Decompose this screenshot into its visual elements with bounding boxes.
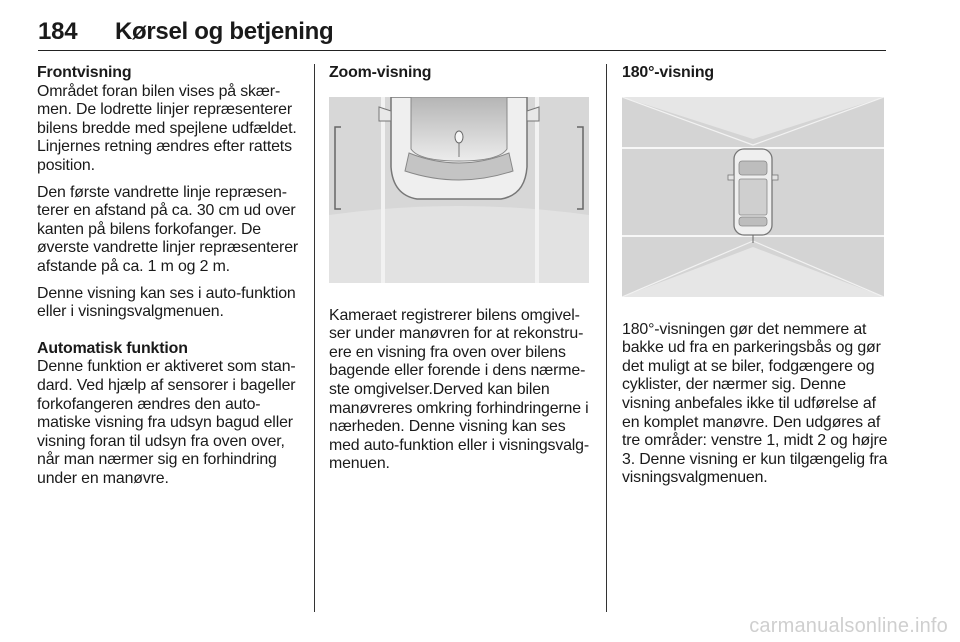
column-divider-2 xyxy=(606,64,607,612)
column-zoom-view xyxy=(329,64,591,482)
column-180-view xyxy=(622,64,888,496)
heading-automatic-function: Automatisk funktion xyxy=(37,339,188,357)
heading-zoom-view: Zoom-visning xyxy=(329,64,432,81)
heading-180-view: 180°-visning xyxy=(622,64,714,81)
page-title: Kørsel og betjening xyxy=(115,18,334,45)
page-number: 184 xyxy=(38,18,78,45)
paragraph-automatic-function: Denne funktion er aktiveret som standard. Ved hjælp af sensorer i bageller forkofangeren ændres den automatiske visning fra udsyn bagud eller visning foran til udsyn fra oven over, når man nærmer sig en forhindring under en manøvre. xyxy=(37,358,296,487)
180-view-illustration xyxy=(622,97,884,297)
paragraph-horizontal-lines: Den første vandrette linje repræsenterer en afstand på ca. 30 cm ud over kanten på bilens forkofanger. De øverste vandrette linjer repræsenterer afstande på ca. 1 m og 2 m. xyxy=(37,183,299,275)
paragraph-zoom-view: Kameraet registrerer bilens omgivelser under manøvren for at rekonstruere en visning fra oven over bilens bagende eller forende i dens nærmeste omgivelser.Derved kan bilen manøvreres omkring forhindringerne i nærheden. Denne visning kan ses med auto-funktion eller i visningsvalgmenuen. xyxy=(329,306,590,473)
page-header xyxy=(38,14,886,51)
heading-frontvisning: Frontvisning xyxy=(37,64,132,81)
paragraph-auto-mode: Denne visning kan ses i auto-funktion eller i visningsvalgmenuen. xyxy=(37,284,296,321)
paragraph-180-view: 180°-visningen gør det nemmere at bakke ud fra en parkeringsbås og gør det muligt at se biler, fodgængere og cyklister, der nærmer sig. Denne visning anbefales ikke til udførelse af en komplet manøvre. Den udgøres af tre områder: venstre 1, midt 2 og højre 3. Denne visning er kun tilgængelig fra visningsvalgmenuen. xyxy=(622,320,888,487)
zoom-view-illustration xyxy=(329,97,589,283)
paragraph-front-area: Området foran bilen vises på skærmen. De lodrette linjer repræsenterer bilens bredde med spejlene udfældet. Linjernes retning ændres efter rattets position. xyxy=(37,82,297,174)
watermark: carmanualsonline.info xyxy=(749,615,948,637)
column-front-view xyxy=(37,64,303,496)
column-divider-1 xyxy=(314,64,315,612)
